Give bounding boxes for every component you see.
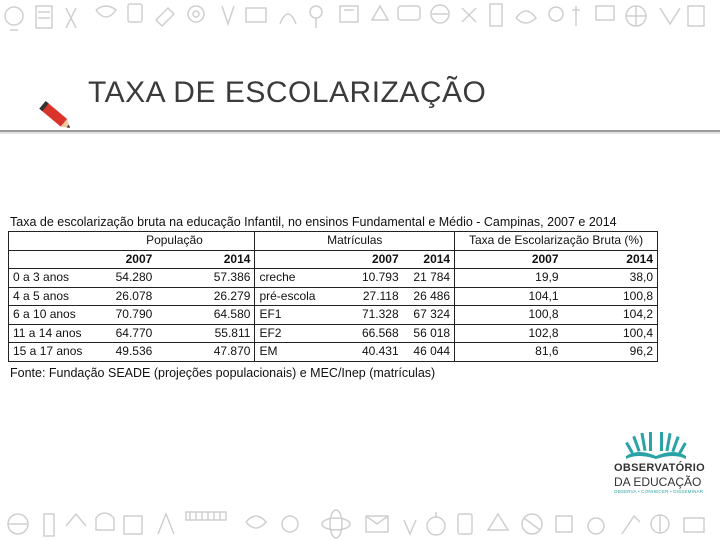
population-2007: 49.536: [94, 343, 156, 362]
table-row: [9, 287, 658, 306]
table-year-header-row: [9, 250, 658, 269]
age-group: 15 a 17 anos: [9, 343, 95, 362]
year-header: 2007: [345, 250, 403, 269]
rate-2014: 100,4: [563, 324, 658, 343]
table-row: [9, 306, 658, 325]
rate-2007: 100,8: [455, 306, 563, 325]
enrollments-2007: 66.568: [345, 324, 403, 343]
open-book-icon: [606, 430, 710, 460]
doodle-border-bottom: [0, 496, 720, 540]
education-level: creche: [255, 269, 345, 288]
table-group-header-row: [9, 232, 658, 251]
logo-name-line2: DA EDUCAÇÃO: [614, 475, 702, 489]
year-header: 2014: [403, 250, 455, 269]
education-level: EF1: [255, 306, 345, 325]
rate-2007: 19,9: [455, 269, 563, 288]
table-caption: Taxa de escolarização bruta na educação Infantil, no ensinos Fundamental e Médio - Campinas, 2007 e 2014: [10, 215, 617, 229]
doodle-border-top: [0, 0, 720, 44]
enrollments-2007: 71.328: [345, 306, 403, 325]
rate-2007: 102,8: [455, 324, 563, 343]
population-2007: 70.790: [94, 306, 156, 325]
population-2014: 64.580: [156, 306, 255, 325]
population-2007: 26.078: [94, 287, 156, 306]
table-source-note: Fonte: Fundação SEADE (projeções populacionais) e MEC/Inep (matrículas): [10, 366, 436, 380]
enrollments-2007: 40.431: [345, 343, 403, 362]
enrollments-2014: 67 324: [403, 306, 455, 325]
table-row: [9, 343, 658, 362]
year-header: 2014: [156, 250, 255, 269]
slide-title: TAXA DE ESCOLARIZAÇÃO: [88, 76, 487, 109]
age-group: 0 a 3 anos: [9, 269, 95, 288]
rate-2007: 81,6: [455, 343, 563, 362]
education-level: pré-escola: [255, 287, 345, 306]
year-header: 2007: [455, 250, 563, 269]
rate-2014: 104,2: [563, 306, 658, 325]
table-row: [9, 269, 658, 288]
rate-2014: 38,0: [563, 269, 658, 288]
population-2014: 47.870: [156, 343, 255, 362]
year-header: 2014: [563, 250, 658, 269]
population-2014: 57.386: [156, 269, 255, 288]
enrollments-2014: 56 018: [403, 324, 455, 343]
education-level: EF2: [255, 324, 345, 343]
population-2014: 55.811: [156, 324, 255, 343]
header-population: População: [94, 232, 255, 251]
age-group: 4 a 5 anos: [9, 287, 95, 306]
enrollments-2007: 10.793: [345, 269, 403, 288]
header-rate: Taxa de Escolarização Bruta (%): [455, 232, 658, 251]
enrollments-2014: 26 486: [403, 287, 455, 306]
enrollments-2007: 27.118: [345, 287, 403, 306]
observatorio-logo: [606, 430, 710, 496]
population-2014: 26.279: [156, 287, 255, 306]
enrollment-rate-table: [8, 231, 658, 362]
enrollments-2014: 46 044: [403, 343, 455, 362]
population-2007: 54.280: [94, 269, 156, 288]
year-header: 2007: [94, 250, 156, 269]
logo-name-line1: OBSERVATÓRIO: [614, 462, 705, 474]
rate-2014: 100,8: [563, 287, 658, 306]
logo-tagline: OBSERVA • CONHECER • DISSEMINAR: [614, 489, 704, 494]
age-group: 6 a 10 anos: [9, 306, 95, 325]
rate-2014: 96,2: [563, 343, 658, 362]
education-level: EM: [255, 343, 345, 362]
title-divider-shadow: [0, 132, 720, 134]
age-group: 11 a 14 anos: [9, 324, 95, 343]
header-enrollments: Matrículas: [255, 232, 455, 251]
enrollments-2014: 21 784: [403, 269, 455, 288]
table-row: [9, 324, 658, 343]
population-2007: 64.770: [94, 324, 156, 343]
rate-2007: 104,1: [455, 287, 563, 306]
